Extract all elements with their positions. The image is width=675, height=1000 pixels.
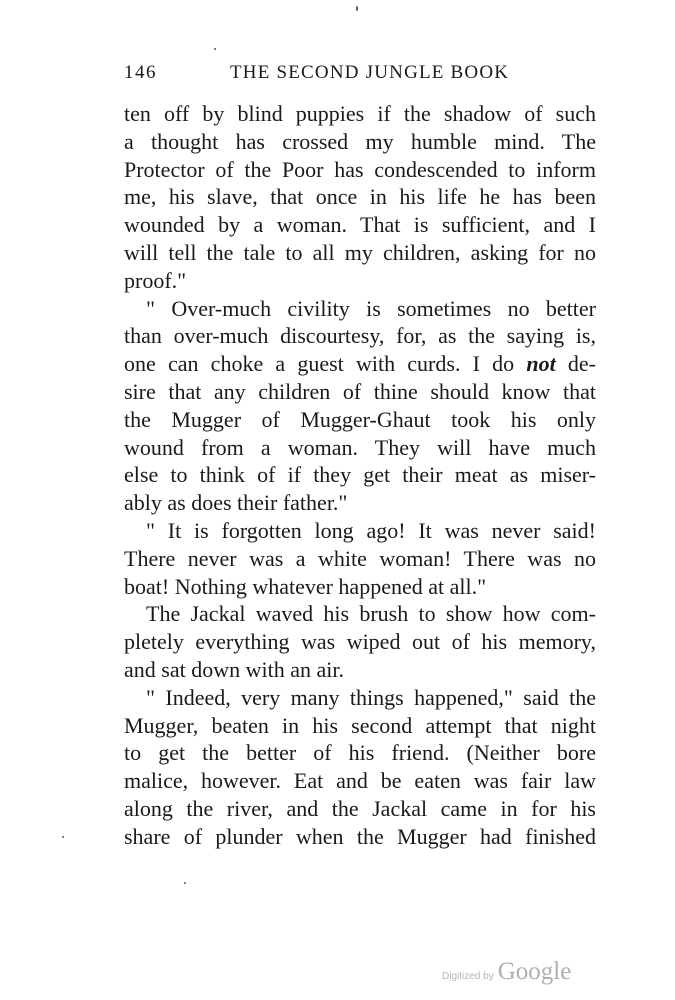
text-line: ten off by blind puppies if the shadow of such [124, 101, 596, 126]
text-line: a thought has crossed my humble mind. The [124, 128, 596, 154]
text-line: ably as does their father." [124, 490, 348, 516]
watermark-prefix: Digitized by [442, 971, 494, 982]
text-line: wound from a woman. They will have much [124, 434, 596, 460]
text-line: else to think of if they get their meat as miser- [124, 462, 596, 488]
running-header [124, 62, 596, 86]
text-line: malice, however. Eat and be eaten was fair law [124, 768, 596, 794]
text-line: " Over-much civility is sometimes no better [146, 295, 596, 321]
text-line: along the river, and the Jackal came in for his [124, 795, 596, 821]
text-line: There never was a white woman! There was no [124, 545, 596, 571]
line-segment: de- [567, 351, 597, 377]
scan-speck [214, 48, 216, 50]
scan-speck [62, 836, 64, 838]
text-line: boat! Nothing whatever happened at all." [124, 573, 487, 599]
running-title: THE SECOND JUNGLE BOOK [230, 62, 510, 83]
scan-speck [184, 882, 186, 884]
line-segment: one can choke a guest with curds. I do [124, 351, 515, 377]
text-line: Mugger, beaten in his second attempt that night [124, 712, 596, 738]
scan-speck [356, 6, 358, 11]
text-line: pletely everything was wiped out of his memory, [124, 629, 596, 655]
text-line [124, 350, 596, 378]
text-line: will tell the tale to all my children, asking for no [124, 239, 596, 265]
text-line: " It is forgotten long ago! It was never said! [146, 517, 596, 543]
text-line: sire that any children of thine should know that [124, 378, 596, 404]
text-line: " Indeed, very many things happened," said the [146, 684, 596, 710]
text-line: The Jackal waved his brush to show how com- [146, 601, 596, 627]
watermark-brand: Google [497, 958, 572, 985]
text-line: and sat down with an air. [124, 656, 344, 682]
text-line: the Mugger of Mugger-Ghaut took his only [124, 406, 596, 432]
text-line: me, his slave, that once in his life he has been [124, 184, 596, 210]
text-line: than over-much discourtesy, for, as the saying is, [124, 323, 596, 349]
emphasized-word: not [526, 351, 556, 377]
text-line: share of plunder when the Mugger had finished [124, 823, 596, 849]
digitized-watermark [442, 958, 571, 986]
text-line: to get the better of his friend. (Neither bore [124, 740, 596, 766]
body-text [124, 100, 596, 851]
text-line: wounded by a woman. That is sufficient, and I [124, 212, 596, 238]
text-line: proof." [124, 267, 187, 293]
page-number: 146 [124, 62, 157, 83]
text-line: Protector of the Poor has condescended to inform [124, 156, 596, 182]
